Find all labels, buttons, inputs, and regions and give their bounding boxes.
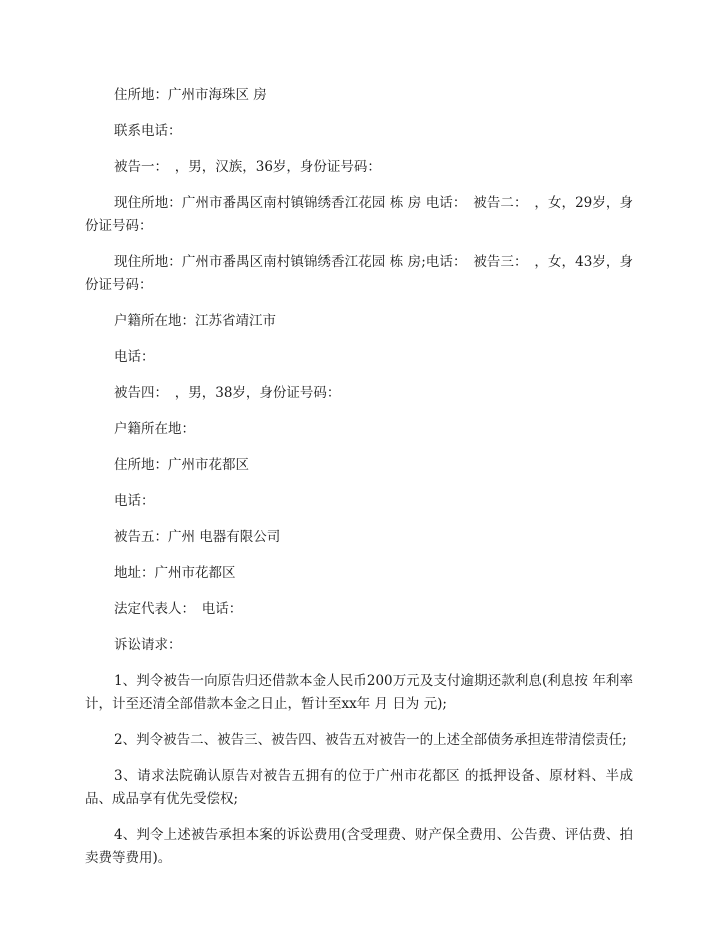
legal-representative: 法定代表人： 电话： (114, 601, 243, 617)
document-body (85, 84, 638, 883)
defendant-4-phone: 电话： (114, 493, 155, 509)
defendant-3-phone: 电话： (114, 349, 155, 365)
defendant-5: 被告五：广州 电器有限公司 (114, 529, 281, 545)
defendant-2-address-defendant-3: 现住所地：广州市番禺区南村镇锦绣香江花园 栋 房;电话： 被告三： ，女，43岁，身份证号码： (85, 254, 633, 293)
claim-2: 2、判令被告二、被告三、被告四、被告五对被告一的上述全部债务承担连带清偿责任; (114, 732, 627, 748)
claim-1: 1、判令被告一向原告归还借款本金人民币200万元及支付逾期还款利息(利息按 年利率 计，计至还清全部借款本金之日止，暂计至xx年 月 日为 元); (85, 673, 638, 712)
plaintiff-phone: 联系电话： (114, 123, 182, 139)
defendant-3-household-registration: 户籍所在地：江苏省靖江市 (114, 313, 276, 329)
claim-3: 3、请求法院确认原告对被告五拥有的位于广州市花都区 的抵押设备、原材料、半成品、成品享有优先受偿权; (85, 768, 633, 807)
claim-4: 4、判令上述被告承担本案的诉讼费用(含受理费、财产保全费用、公告费、评估费、拍卖费等费用)。 (85, 827, 633, 866)
defendant-4: 被告四： ，男，38岁，身份证号码： (114, 385, 341, 401)
defendant-1: 被告一： ，男，汉族，36岁，身份证号码： (114, 159, 381, 175)
defendant-4-address: 住所地：广州市花都区 (114, 457, 249, 473)
defendant-1-address-defendant-2: 现住所地：广州市番禺区南村镇锦绣香江花园 栋 房 电话： 被告二： ，女，29岁，身份证号码： (85, 195, 633, 234)
plaintiff-address: 住所地：广州市海珠区 房 (114, 87, 267, 103)
claims-heading: 诉讼请求： (114, 637, 182, 653)
defendant-4-household-registration: 户籍所在地： (114, 421, 195, 437)
defendant-5-address: 地址：广州市花都区 (114, 565, 236, 581)
